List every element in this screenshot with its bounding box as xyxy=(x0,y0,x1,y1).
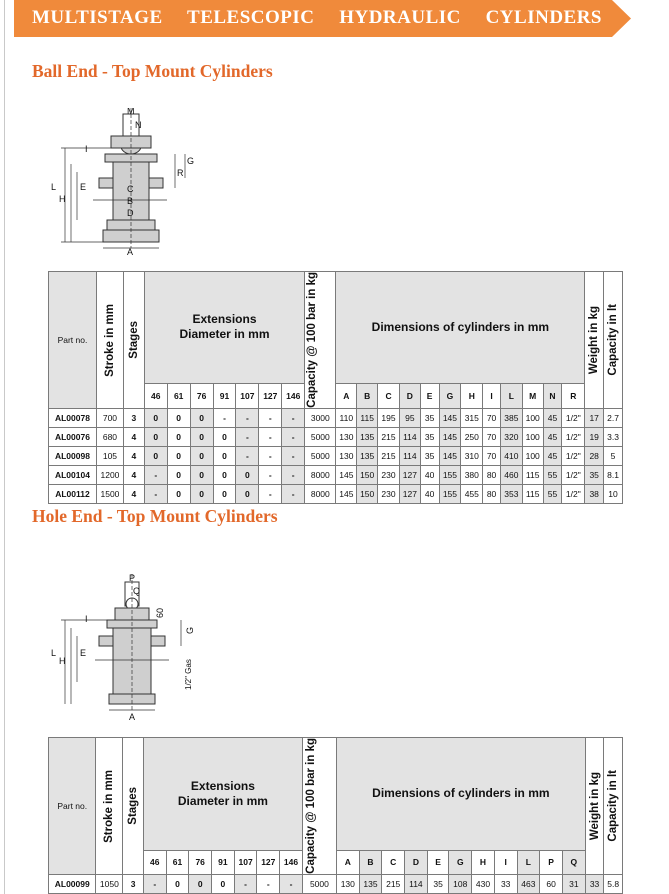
extension-cell: 0 xyxy=(190,484,213,503)
label-e: E xyxy=(80,648,87,658)
stroke-cell: 1200 xyxy=(96,465,123,484)
stages-cell: 4 xyxy=(123,484,144,503)
dimension-cell: 145 xyxy=(336,484,357,503)
dimension-cell: 250 xyxy=(461,427,483,446)
stroke-cell: 1050 xyxy=(96,874,123,893)
dimension-cell: 80 xyxy=(483,484,501,503)
ext-col-header: 107 xyxy=(236,383,259,408)
dimension-cell: 114 xyxy=(399,427,420,446)
label-a: A xyxy=(129,712,136,722)
dim-col-header: L xyxy=(500,383,522,408)
dimension-cell: 145 xyxy=(439,446,461,465)
extension-cell: - xyxy=(282,465,305,484)
dimension-cell: 1/2" xyxy=(562,408,585,427)
extension-cell: - xyxy=(282,446,305,465)
header-capacity-lt: Capacity in lt xyxy=(604,738,623,875)
label-l: L xyxy=(51,182,57,192)
extension-cell: 0 xyxy=(236,465,259,484)
dimension-cell: 115 xyxy=(522,465,543,484)
dimension-cell: 40 xyxy=(420,465,439,484)
part-number-cell: AL00104 xyxy=(49,465,97,484)
extension-cell: 0 xyxy=(213,446,236,465)
weight-cell: 17 xyxy=(585,408,604,427)
dimension-cell: 315 xyxy=(461,408,483,427)
extension-cell: 0 xyxy=(144,408,167,427)
stroke-cell: 1500 xyxy=(96,484,123,503)
dimension-cell: 1/2" xyxy=(562,427,585,446)
dimension-cell: 155 xyxy=(439,465,461,484)
dimension-cell: 70 xyxy=(483,446,501,465)
dimension-cell: 150 xyxy=(357,465,378,484)
header-dimensions: Dimensions of cylinders in mm xyxy=(336,272,585,384)
dim-col-header: Q xyxy=(562,850,585,874)
section-title-ball-end: Ball End - Top Mount Cylinders xyxy=(32,61,273,81)
capacity-cell: 3000 xyxy=(305,408,336,427)
extension-cell: - xyxy=(282,427,305,446)
dimension-cell: 130 xyxy=(336,427,357,446)
dim-col-header: A xyxy=(336,383,357,408)
dimension-cell: 114 xyxy=(405,874,428,893)
dimension-cell: 215 xyxy=(378,427,400,446)
extension-cell: - xyxy=(144,484,167,503)
capacity-cell: 5000 xyxy=(305,427,336,446)
ext-col-header: 146 xyxy=(282,383,305,408)
dim-col-header: D xyxy=(405,850,428,874)
ext-col-header: 61 xyxy=(167,383,190,408)
dimension-cell: 145 xyxy=(439,408,461,427)
banner-title: MULTISTAGE TELESCOPIC HYDRAULIC CYLINDERS xyxy=(32,7,602,28)
dimension-cell: 195 xyxy=(378,408,400,427)
dimension-cell: 35 xyxy=(427,874,449,893)
capacity-lt-cell: 5 xyxy=(604,446,623,465)
label-g: G xyxy=(185,626,195,634)
ext-col-header: 107 xyxy=(234,850,257,874)
label-n: N xyxy=(135,120,142,130)
extension-cell: 0 xyxy=(213,427,236,446)
header-part-no: Part no. xyxy=(49,738,96,875)
dimension-cell: 463 xyxy=(517,874,540,893)
extension-cell: - xyxy=(259,465,282,484)
dimension-cell: 135 xyxy=(357,427,378,446)
ext-col-header: 146 xyxy=(280,850,303,874)
capacity-cell: 8000 xyxy=(305,484,336,503)
header-extensions: Extensions Diameter in mm xyxy=(144,272,304,384)
weight-cell: 19 xyxy=(585,427,604,446)
extension-cell: 0 xyxy=(166,874,189,893)
extension-cell: 0 xyxy=(212,874,235,893)
label-p: P xyxy=(129,574,136,583)
extension-cell: - xyxy=(282,408,305,427)
weight-cell: 38 xyxy=(585,484,604,503)
dimension-cell: 1/2" xyxy=(562,465,585,484)
capacity-lt-cell: 10 xyxy=(604,484,623,503)
hole-end-cylinder-drawing xyxy=(45,574,210,722)
label-h: H xyxy=(59,194,66,204)
extension-cell: - xyxy=(282,484,305,503)
dimension-cell: 35 xyxy=(420,408,439,427)
extension-cell: 0 xyxy=(213,484,236,503)
dimension-cell: 130 xyxy=(336,874,359,893)
dimension-cell: 45 xyxy=(543,446,562,465)
dimension-cell: 155 xyxy=(439,484,461,503)
header-stages: Stages xyxy=(123,738,144,875)
extension-cell: 0 xyxy=(167,427,190,446)
dimension-cell: 353 xyxy=(500,484,522,503)
dimension-cell: 460 xyxy=(500,465,522,484)
extension-cell: - xyxy=(280,874,303,893)
extension-cell: 0 xyxy=(144,427,167,446)
extension-cell: - xyxy=(259,427,282,446)
dimension-cell: 380 xyxy=(461,465,483,484)
ext-col-header: 46 xyxy=(144,383,167,408)
label-r: R xyxy=(177,168,184,178)
label-60: 60 xyxy=(155,607,165,618)
capacity-lt-cell: 5.8 xyxy=(604,874,623,893)
label-i: I xyxy=(85,614,88,624)
dim-col-header: G xyxy=(449,850,472,874)
label-e: E xyxy=(80,182,87,192)
label-h: H xyxy=(59,656,66,666)
header-weight: Weight in kg xyxy=(585,738,604,875)
label-c: C xyxy=(127,184,134,194)
label-q: Q xyxy=(133,586,141,596)
part-number-cell: AL00098 xyxy=(49,446,97,465)
extension-cell: - xyxy=(213,408,236,427)
table-row xyxy=(49,408,623,427)
header-stroke: Stroke in mm xyxy=(96,738,123,875)
dim-col-header: I xyxy=(483,383,501,408)
dimension-cell: 35 xyxy=(420,427,439,446)
ext-col-header: 76 xyxy=(189,850,212,874)
dimension-cell: 114 xyxy=(399,446,420,465)
extension-cell: - xyxy=(236,446,259,465)
dim-col-header: H xyxy=(461,383,483,408)
label-g: G xyxy=(187,156,195,166)
dimension-cell: 310 xyxy=(461,446,483,465)
header-extensions: Extensions Diameter in mm xyxy=(143,738,302,851)
table-row xyxy=(49,427,623,446)
dim-col-header: M xyxy=(522,383,543,408)
stages-cell: 3 xyxy=(123,408,144,427)
part-number-cell: AL00076 xyxy=(49,427,97,446)
extension-cell: - xyxy=(234,874,257,893)
extension-cell: 0 xyxy=(167,465,190,484)
ext-col-header: 127 xyxy=(257,850,280,874)
label-i: I xyxy=(85,144,88,154)
capacity-lt-cell: 3.3 xyxy=(604,427,623,446)
dimension-cell: 1/2" xyxy=(562,446,585,465)
header-capacity-lt: Capacity in lt xyxy=(604,272,623,409)
dimension-cell: 70 xyxy=(483,427,501,446)
extension-cell: - xyxy=(259,408,282,427)
dimension-cell: 215 xyxy=(382,874,405,893)
table-row xyxy=(49,484,623,503)
extension-cell: 0 xyxy=(190,427,213,446)
dimension-cell: 108 xyxy=(449,874,472,893)
label-a: A xyxy=(127,247,134,256)
dimension-cell: 110 xyxy=(336,408,357,427)
dimension-cell: 145 xyxy=(336,465,357,484)
stroke-cell: 105 xyxy=(96,446,123,465)
dimension-cell: 70 xyxy=(483,408,501,427)
capacity-cell: 5000 xyxy=(305,446,336,465)
extension-cell: 0 xyxy=(236,484,259,503)
dimension-cell: 145 xyxy=(439,427,461,446)
dimension-cell: 45 xyxy=(543,408,562,427)
dim-col-header: R xyxy=(562,383,585,408)
header-capacity: Capacity @ 100 bar in kg xyxy=(302,738,336,875)
dimension-cell: 60 xyxy=(540,874,563,893)
extension-cell: - xyxy=(259,484,282,503)
extension-cell: - xyxy=(236,427,259,446)
dim-col-header: P xyxy=(540,850,563,874)
part-number-cell: AL00099 xyxy=(49,874,96,893)
dim-col-header: G xyxy=(439,383,461,408)
extension-cell: 0 xyxy=(190,446,213,465)
stages-cell: 4 xyxy=(123,446,144,465)
dimension-cell: 100 xyxy=(522,408,543,427)
weight-cell: 35 xyxy=(585,465,604,484)
section-title-hole-end: Hole End - Top Mount Cylinders xyxy=(32,506,278,526)
stages-cell: 4 xyxy=(123,427,144,446)
extension-cell: - xyxy=(257,874,280,893)
dimension-cell: 385 xyxy=(500,408,522,427)
dimension-cell: 150 xyxy=(357,484,378,503)
extension-cell: 0 xyxy=(189,874,212,893)
dimension-cell: 33 xyxy=(494,874,517,893)
dimension-cell: 1/2" xyxy=(562,484,585,503)
dimension-cell: 127 xyxy=(399,484,420,503)
dim-col-header: A xyxy=(336,850,359,874)
extension-cell: 0 xyxy=(167,484,190,503)
ext-col-header: 46 xyxy=(143,850,166,874)
ext-col-header: 91 xyxy=(212,850,235,874)
dim-col-header: C xyxy=(378,383,400,408)
dimension-cell: 230 xyxy=(378,465,400,484)
dimension-cell: 215 xyxy=(378,446,400,465)
dimension-cell: 230 xyxy=(378,484,400,503)
stroke-cell: 700 xyxy=(96,408,123,427)
dimension-cell: 410 xyxy=(500,446,522,465)
ext-col-header: 91 xyxy=(213,383,236,408)
weight-cell: 33 xyxy=(585,874,604,893)
extension-cell: 0 xyxy=(167,446,190,465)
dimension-cell: 430 xyxy=(472,874,495,893)
part-number-cell: AL00078 xyxy=(49,408,97,427)
dimension-cell: 455 xyxy=(461,484,483,503)
table-row xyxy=(49,465,623,484)
dimension-cell: 135 xyxy=(359,874,382,893)
stages-cell: 4 xyxy=(123,465,144,484)
dimension-cell: 45 xyxy=(543,427,562,446)
ball-end-spec-table xyxy=(48,271,623,504)
capacity-lt-cell: 2.7 xyxy=(604,408,623,427)
dim-col-header: E xyxy=(420,383,439,408)
dimension-cell: 31 xyxy=(562,874,585,893)
header-capacity: Capacity @ 100 bar in kg xyxy=(305,272,336,409)
extension-cell: 0 xyxy=(144,446,167,465)
header-stroke: Stroke in mm xyxy=(96,272,123,409)
capacity-lt-cell: 8.1 xyxy=(604,465,623,484)
extension-cell: 0 xyxy=(167,408,190,427)
dim-col-header: I xyxy=(494,850,517,874)
header-part-no: Part no. xyxy=(49,272,97,409)
extension-cell: 0 xyxy=(213,465,236,484)
extension-cell: - xyxy=(236,408,259,427)
ball-end-cylinder-drawing xyxy=(45,108,205,256)
dimension-cell: 100 xyxy=(522,427,543,446)
dimension-cell: 115 xyxy=(522,484,543,503)
capacity-cell: 8000 xyxy=(305,465,336,484)
dimension-cell: 40 xyxy=(420,484,439,503)
table-row xyxy=(49,446,623,465)
dimension-cell: 100 xyxy=(522,446,543,465)
weight-cell: 28 xyxy=(585,446,604,465)
dimension-cell: 130 xyxy=(336,446,357,465)
extension-cell: - xyxy=(143,874,166,893)
part-number-cell: AL00112 xyxy=(49,484,97,503)
dim-col-header: C xyxy=(382,850,405,874)
header-stages: Stages xyxy=(123,272,144,409)
dimension-cell: 55 xyxy=(543,465,562,484)
dim-col-header: N xyxy=(543,383,562,408)
dimension-cell: 115 xyxy=(357,408,378,427)
dimension-cell: 95 xyxy=(399,408,420,427)
label-gas: 1/2" Gas xyxy=(184,659,193,690)
extension-cell: 0 xyxy=(190,408,213,427)
label-l: L xyxy=(51,648,57,658)
capacity-cell: 5000 xyxy=(302,874,336,893)
dim-col-header: B xyxy=(357,383,378,408)
dimension-cell: 320 xyxy=(500,427,522,446)
label-d: D xyxy=(127,208,134,218)
dimension-cell: 35 xyxy=(420,446,439,465)
ext-col-header: 127 xyxy=(259,383,282,408)
header-dimensions: Dimensions of cylinders in mm xyxy=(336,738,585,851)
dimension-cell: 80 xyxy=(483,465,501,484)
extension-cell: - xyxy=(259,446,282,465)
dim-col-header: B xyxy=(359,850,382,874)
stroke-cell: 680 xyxy=(96,427,123,446)
extension-cell: 0 xyxy=(190,465,213,484)
stages-cell: 3 xyxy=(123,874,144,893)
dim-col-header: E xyxy=(427,850,449,874)
dimension-cell: 55 xyxy=(543,484,562,503)
dim-col-header: H xyxy=(472,850,495,874)
dimension-cell: 135 xyxy=(357,446,378,465)
dimension-cell: 127 xyxy=(399,465,420,484)
dim-col-header: D xyxy=(399,383,420,408)
hole-end-spec-table xyxy=(48,737,623,894)
ext-col-header: 76 xyxy=(190,383,213,408)
extension-cell: - xyxy=(144,465,167,484)
label-b: B xyxy=(127,196,134,206)
dim-col-header: L xyxy=(517,850,540,874)
header-weight: Weight in kg xyxy=(585,272,604,409)
table-row xyxy=(49,874,623,893)
ext-col-header: 61 xyxy=(166,850,189,874)
page-margin-line xyxy=(4,0,5,894)
label-m: M xyxy=(127,108,135,116)
